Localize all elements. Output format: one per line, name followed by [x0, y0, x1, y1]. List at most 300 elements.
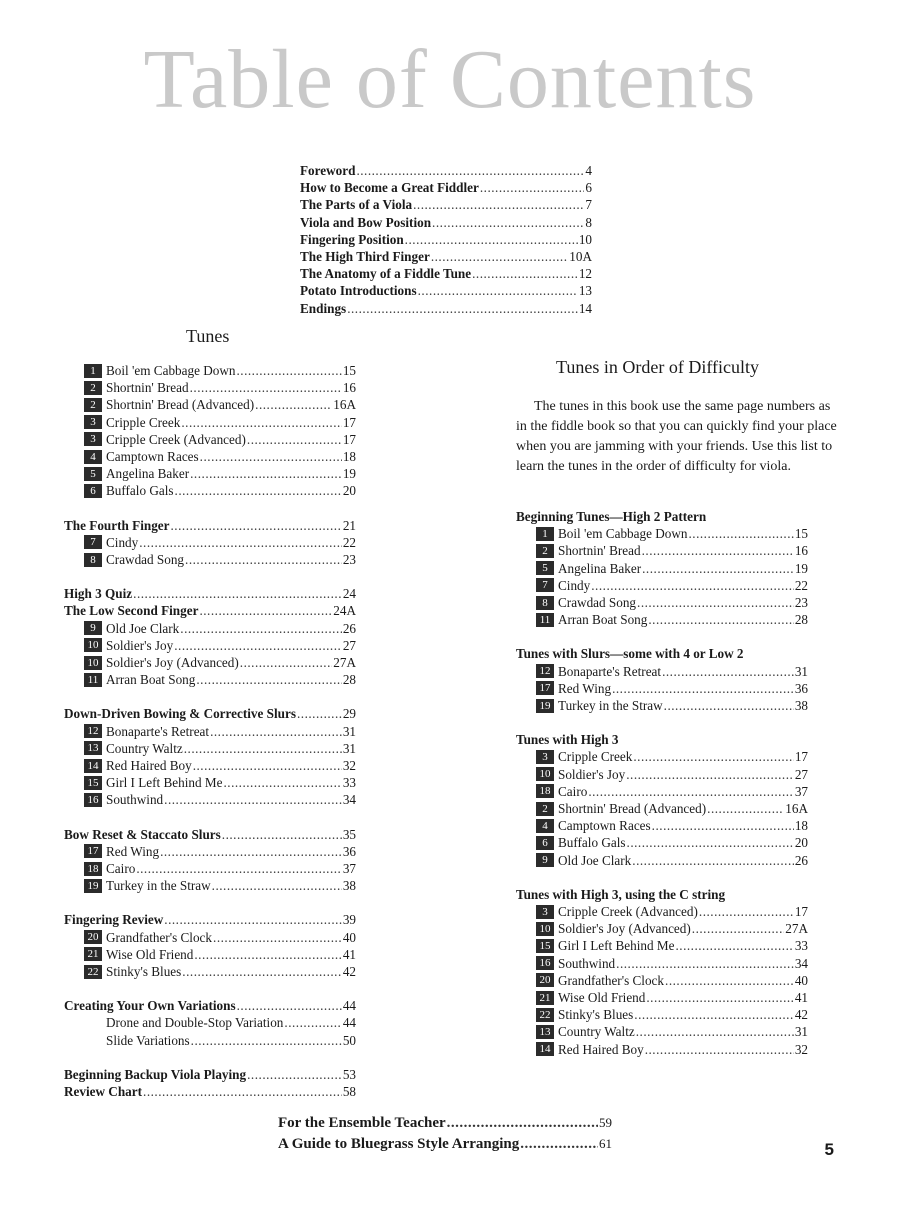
entry-page: 12	[578, 266, 592, 282]
tune-number-badge: 8	[84, 553, 102, 567]
front-entry	[300, 300, 592, 317]
entry-label: Endings	[300, 300, 347, 316]
entry-page: 4	[585, 163, 592, 178]
front-entry	[300, 282, 592, 299]
entry-page: 44	[342, 1015, 356, 1031]
dot-leader	[480, 179, 585, 196]
difficulty-tune-entry	[536, 748, 808, 765]
entry-page: 42	[794, 1007, 808, 1023]
entry-page: 26	[342, 620, 356, 636]
entry-page: 58	[342, 1084, 356, 1099]
tune-number-badge: 3	[84, 432, 102, 446]
dot-leader	[171, 517, 342, 534]
entry-page: 16	[794, 543, 808, 559]
entry-label: Angelina Baker	[558, 560, 642, 576]
entry-label: Stinky's Blues	[106, 964, 182, 979]
entry-page: 27	[342, 637, 356, 653]
entry-label: High 3 Quiz	[64, 586, 133, 602]
entry-page: 37	[794, 783, 808, 799]
tune-entry	[84, 654, 356, 671]
entry-label: Wise Old Friend	[558, 990, 646, 1005]
entry-label: Cripple Creek (Advanced)	[106, 431, 246, 447]
dot-leader	[133, 585, 342, 602]
dot-leader	[190, 379, 342, 396]
entry-page: 32	[342, 758, 356, 773]
dot-leader	[634, 1006, 794, 1023]
entry-page: 59	[599, 1115, 612, 1130]
entry-page: 13	[578, 283, 592, 299]
entry-page: 15	[794, 526, 808, 542]
entry-page: 61	[599, 1136, 612, 1151]
entry-page: 34	[794, 955, 808, 971]
entry-page: 34	[342, 792, 356, 808]
dot-leader	[626, 766, 794, 783]
difficulty-tune-entry	[536, 766, 808, 783]
tune-number-badge: 7	[536, 578, 554, 592]
tunes-section-entry	[64, 517, 356, 534]
entry-label: Girl I Left Behind Me	[558, 938, 675, 954]
tune-entry	[84, 534, 356, 551]
tune-number-badge: 9	[84, 621, 102, 635]
dot-leader	[413, 196, 584, 213]
entry-label: Soldier's Joy	[558, 766, 626, 782]
entry-label: Buffalo Gals	[558, 835, 626, 851]
tune-number-badge: 17	[84, 844, 102, 858]
page-title: Table of Contents	[143, 33, 757, 126]
dot-leader	[675, 937, 793, 954]
dot-leader	[665, 972, 794, 989]
entry-label: Creating Your Own Variations	[64, 998, 236, 1014]
entry-page: 37	[342, 861, 356, 876]
entry-label: The Parts of a Viola	[300, 197, 413, 213]
front-entry	[300, 214, 592, 231]
entry-label: For the Ensemble Teacher	[278, 1115, 446, 1131]
dot-leader	[193, 757, 342, 774]
entry-label: Bow Reset & Staccato Slurs	[64, 826, 221, 842]
dot-leader	[185, 551, 342, 568]
entry-label: Cripple Creek (Advanced)	[558, 904, 698, 919]
entry-page: 17	[342, 414, 356, 430]
difficulty-tune-entry	[536, 955, 808, 972]
entry-label: Cindy	[106, 534, 139, 550]
entry-page: 20	[342, 483, 356, 499]
entry-page: 10A	[569, 249, 592, 264]
entry-page: 22	[794, 577, 808, 593]
difficulty-tune-entry	[536, 611, 808, 628]
tune-number-badge: 2	[536, 802, 554, 816]
entry-page: 36	[794, 680, 808, 696]
dot-leader	[213, 929, 342, 946]
dot-leader	[432, 214, 584, 231]
entry-label: Soldier's Joy (Advanced)	[106, 655, 239, 670]
dot-leader	[164, 911, 342, 928]
dot-leader	[627, 834, 794, 851]
dot-leader	[196, 671, 341, 688]
tune-number-badge: 22	[84, 965, 102, 979]
entry-label: Slide Variations	[106, 1032, 190, 1048]
tune-number-badge: 18	[84, 862, 102, 876]
entry-label: Country Waltz	[106, 740, 183, 756]
tune-number-badge: 13	[84, 741, 102, 755]
entry-page: 32	[794, 1041, 808, 1057]
tune-number-badge: 21	[536, 991, 554, 1005]
difficulty-tune-entry	[536, 800, 808, 817]
tune-entry	[84, 465, 356, 482]
difficulty-tune-entry	[536, 1041, 808, 1058]
difficulty-intro: The tunes in this book use the same page numbers as in the fiddle book so that you can quickly find your place when you are jamming with your friends. Use this list to learn the tunes in the order of difficulty for viola.	[516, 399, 837, 474]
tunes-sub-entry	[106, 1032, 356, 1049]
difficulty-tune-entry	[536, 594, 808, 611]
tune-number-badge: 14	[84, 759, 102, 773]
entry-page: 18	[342, 449, 356, 464]
tunes-section-entry	[64, 585, 356, 602]
dot-leader	[645, 1041, 794, 1058]
entry-label: Southwind	[558, 955, 616, 971]
front-entry	[300, 265, 592, 282]
entry-page: 15	[342, 363, 356, 378]
difficulty-tune-entry	[536, 903, 808, 920]
entry-label: Arran Boat Song	[558, 612, 648, 628]
dot-leader	[160, 843, 342, 860]
entry-label: Turkey in the Straw	[106, 878, 211, 894]
entry-label: Bonaparte's Retreat	[106, 723, 210, 739]
entry-page: 24A	[333, 603, 356, 619]
entry-label: Tunes with High 3, using the C string	[516, 886, 726, 902]
tune-number-badge: 10	[536, 922, 554, 936]
tune-entry	[84, 620, 356, 637]
entry-label: Beginning Tunes—High 2 Pattern	[516, 509, 707, 524]
dot-leader	[184, 740, 342, 757]
dot-leader	[648, 611, 793, 628]
tune-entry	[84, 877, 356, 894]
tune-number-badge: 2	[536, 544, 554, 558]
tune-entry	[84, 448, 356, 465]
entry-label: The Low Second Finger	[64, 603, 199, 619]
tune-number-badge: 18	[536, 784, 554, 798]
entry-page: 21	[342, 517, 356, 533]
tune-entry	[84, 482, 356, 499]
tune-entry	[84, 362, 356, 379]
entry-label: Boil 'em Cabbage Down	[558, 526, 688, 542]
tune-number-badge: 3	[536, 905, 554, 919]
entry-page: 20	[794, 835, 808, 851]
dot-leader	[297, 705, 342, 722]
tune-number-badge: 8	[536, 596, 554, 610]
entry-label: Review Chart	[64, 1084, 143, 1099]
difficulty-tune-entry	[536, 834, 808, 851]
entry-label: Shortnin' Bread	[106, 380, 189, 396]
dot-leader	[136, 860, 342, 877]
entry-label: Arran Boat Song	[106, 672, 196, 688]
entry-page: 31	[794, 663, 808, 679]
tune-number-badge: 11	[536, 613, 554, 627]
entry-page: 7	[585, 197, 592, 213]
dot-leader	[180, 620, 342, 637]
dot-leader	[284, 1014, 341, 1031]
dot-leader	[194, 946, 341, 963]
dot-leader	[632, 852, 794, 869]
entry-page: 6	[585, 180, 592, 196]
dot-leader	[707, 800, 784, 817]
difficulty-tune-entry	[536, 937, 808, 954]
difficulty-tune-entry	[536, 817, 808, 834]
dot-leader	[222, 826, 342, 843]
tune-entry	[84, 551, 356, 568]
front-entry	[300, 196, 592, 213]
entry-label: Potato Introductions	[300, 283, 417, 299]
entry-page: 22	[342, 534, 356, 550]
dot-leader	[240, 654, 333, 671]
dot-leader	[212, 877, 342, 894]
entry-page: 23	[342, 552, 356, 567]
dot-leader	[520, 1134, 598, 1154]
dot-leader	[418, 282, 578, 299]
tune-number-badge: 1	[536, 527, 554, 541]
entry-label: Tunes with High 3	[516, 732, 619, 748]
tunes-section-entry	[64, 1066, 356, 1083]
entry-label: Old Joe Clark	[106, 620, 180, 636]
entry-page: 42	[342, 964, 356, 979]
entry-label: Cairo	[558, 783, 588, 799]
entry-label: Girl I Left Behind Me	[106, 775, 223, 791]
dot-leader	[191, 1032, 342, 1049]
difficulty-tune-entry	[536, 525, 808, 542]
entry-label: Camptown Races	[106, 449, 199, 464]
dot-leader	[247, 1066, 342, 1083]
teacher-entry	[278, 1113, 612, 1133]
entry-label: Country Waltz	[558, 1024, 635, 1040]
tune-number-badge: 6	[536, 836, 554, 850]
tunes-section-entry	[64, 826, 356, 843]
entry-page: 28	[794, 612, 808, 628]
entry-label: Shortnin' Bread	[558, 543, 641, 559]
entry-label: Angelina Baker	[106, 466, 190, 482]
dot-leader	[139, 534, 342, 551]
tune-number-badge: 21	[84, 947, 102, 961]
entry-page: 19	[794, 560, 808, 576]
entry-page: 17	[794, 904, 808, 919]
difficulty-tune-entry	[536, 560, 808, 577]
entry-page: 19	[342, 466, 356, 482]
tune-number-badge: 5	[536, 561, 554, 575]
dot-leader	[636, 1023, 794, 1040]
dot-leader	[164, 791, 342, 808]
entry-page: 18	[794, 818, 808, 834]
entry-label: Crawdad Song	[558, 595, 637, 610]
difficulty-section-heading	[516, 886, 816, 903]
dot-leader	[255, 396, 332, 413]
tune-number-badge: 7	[84, 535, 102, 549]
dot-leader	[633, 748, 793, 765]
dot-leader	[637, 594, 794, 611]
entry-label: Soldier's Joy (Advanced)	[558, 921, 691, 937]
entry-label: Cripple Creek	[558, 749, 633, 765]
tunes-heading: Tunes	[186, 326, 230, 346]
difficulty-heading: Tunes in Order of Difficulty	[556, 357, 759, 377]
tune-entry	[84, 671, 356, 688]
entry-page: 40	[342, 929, 356, 945]
entry-label: Grandfather's Clock	[558, 972, 665, 988]
tune-number-badge: 12	[536, 664, 554, 678]
tune-number-badge: 16	[84, 793, 102, 807]
entry-label: Drone and Double-Stop Variation	[106, 1015, 284, 1031]
entry-page: 38	[794, 698, 808, 713]
difficulty-tune-entry	[536, 989, 808, 1006]
entry-label: Shortnin' Bread (Advanced)	[106, 397, 255, 413]
entry-label: Turkey in the Straw	[558, 698, 663, 713]
entry-page: 14	[578, 300, 592, 316]
dot-leader	[616, 955, 794, 972]
dot-leader	[200, 448, 342, 465]
tune-number-badge: 19	[84, 879, 102, 893]
entry-page: 44	[342, 998, 356, 1014]
entry-page: 29	[342, 706, 356, 722]
entry-label: Bonaparte's Retreat	[558, 663, 662, 679]
tunes-sub-entry	[106, 1014, 356, 1031]
tune-number-badge: 4	[536, 819, 554, 833]
tune-number-badge: 6	[84, 484, 102, 498]
front-entry	[300, 179, 592, 196]
front-entry	[300, 231, 592, 248]
dot-leader	[236, 362, 341, 379]
dot-leader	[199, 602, 332, 619]
dot-leader	[642, 542, 794, 559]
dot-leader	[190, 465, 342, 482]
dot-leader	[588, 783, 794, 800]
tune-number-badge: 9	[536, 853, 554, 867]
entry-page: 41	[342, 946, 356, 962]
entry-label: Grandfather's Clock	[106, 929, 213, 945]
difficulty-tune-entry	[536, 697, 808, 714]
dot-leader	[143, 1083, 342, 1100]
entry-label: Beginning Backup Viola Playing	[64, 1066, 247, 1082]
tune-number-badge: 14	[536, 1042, 554, 1056]
entry-label: Fingering Review	[64, 912, 164, 928]
entry-page: 23	[794, 595, 808, 610]
tune-entry	[84, 379, 356, 396]
dot-leader	[447, 1113, 598, 1133]
difficulty-tune-entry	[536, 663, 808, 680]
entry-label: Cripple Creek	[106, 414, 181, 430]
tune-number-badge: 20	[84, 930, 102, 944]
tune-number-badge: 16	[536, 956, 554, 970]
tune-number-badge: 3	[536, 750, 554, 764]
difficulty-tune-entry	[536, 577, 808, 594]
entry-page: 36	[342, 843, 356, 859]
dot-leader	[181, 414, 341, 431]
dot-leader	[664, 697, 794, 714]
entry-label: Crawdad Song	[106, 552, 185, 567]
tune-entry	[84, 637, 356, 654]
entry-label: Stinky's Blues	[558, 1007, 634, 1023]
tune-number-badge: 22	[536, 1008, 554, 1022]
entry-label: Tunes with Slurs—some with 4 or Low 2	[516, 646, 744, 662]
entry-page: 28	[342, 672, 356, 688]
entry-label: The High Third Finger	[300, 249, 430, 264]
tune-entry	[84, 843, 356, 860]
tune-number-badge: 1	[84, 364, 102, 378]
dot-leader	[356, 162, 584, 179]
entry-label: A Guide to Bluegrass Style Arranging	[278, 1136, 520, 1152]
dot-leader	[662, 663, 794, 680]
front-entry	[300, 248, 592, 265]
entry-label: How to Become a Great Fiddler	[300, 180, 479, 196]
entry-label: Soldier's Joy	[106, 637, 174, 653]
teacher-entry	[278, 1134, 612, 1154]
tune-entry	[84, 414, 356, 431]
entry-label: The Anatomy of a Fiddle Tune	[300, 266, 472, 282]
entry-page: 27A	[785, 921, 808, 937]
entry-label: Boil 'em Cabbage Down	[106, 363, 236, 378]
dot-leader	[405, 231, 578, 248]
entry-page: 39	[342, 912, 356, 928]
dot-leader	[347, 300, 578, 317]
dot-leader	[642, 560, 794, 577]
tune-number-badge: 4	[84, 450, 102, 464]
difficulty-tune-entry	[536, 1023, 808, 1040]
tune-number-badge: 2	[84, 381, 102, 395]
dot-leader	[692, 920, 785, 937]
entry-page: 16A	[785, 801, 808, 816]
entry-label: Old Joe Clark	[558, 852, 632, 868]
entry-label: Camptown Races	[558, 818, 651, 834]
entry-label: Red Wing	[558, 680, 612, 696]
tune-entry	[84, 774, 356, 791]
difficulty-tune-entry	[536, 920, 808, 937]
entry-page: 38	[342, 878, 356, 894]
dot-leader	[688, 525, 793, 542]
tune-number-badge: 20	[536, 973, 554, 987]
tune-entry	[84, 723, 356, 740]
difficulty-section-heading	[516, 508, 816, 525]
tune-number-badge: 3	[84, 415, 102, 429]
tune-entry	[84, 860, 356, 877]
entry-label: Shortnin' Bread (Advanced)	[558, 801, 707, 816]
difficulty-section-heading	[516, 645, 816, 662]
tunes-section-entry	[64, 1083, 356, 1100]
entry-label: Southwind	[106, 792, 164, 808]
difficulty-section-heading	[516, 731, 816, 748]
dot-leader	[646, 989, 793, 1006]
entry-label: Fingering Position	[300, 231, 404, 247]
tune-number-badge: 10	[536, 767, 554, 781]
dot-leader	[612, 680, 794, 697]
entry-page: 24	[342, 586, 356, 602]
tune-entry	[84, 791, 356, 808]
entry-page: 8	[585, 214, 592, 230]
dot-leader	[223, 774, 341, 791]
dot-leader	[699, 903, 794, 920]
tune-number-badge: 15	[84, 776, 102, 790]
entry-page: 16A	[333, 397, 356, 413]
tune-number-badge: 11	[84, 673, 102, 687]
difficulty-tune-entry	[536, 680, 808, 697]
entry-page: 27A	[333, 655, 356, 670]
dot-leader	[652, 817, 794, 834]
tune-entry	[84, 740, 356, 757]
entry-page: 31	[794, 1024, 808, 1040]
entry-page: 33	[794, 938, 808, 954]
difficulty-tune-entry	[536, 1006, 808, 1023]
tune-number-badge: 2	[84, 398, 102, 412]
entry-page: 10	[578, 231, 592, 247]
entry-page: 17	[342, 431, 356, 447]
entry-page: 33	[342, 775, 356, 791]
difficulty-tune-entry	[536, 542, 808, 559]
tune-number-badge: 12	[84, 724, 102, 738]
entry-page: 31	[342, 723, 356, 739]
tune-number-badge: 13	[536, 1025, 554, 1039]
